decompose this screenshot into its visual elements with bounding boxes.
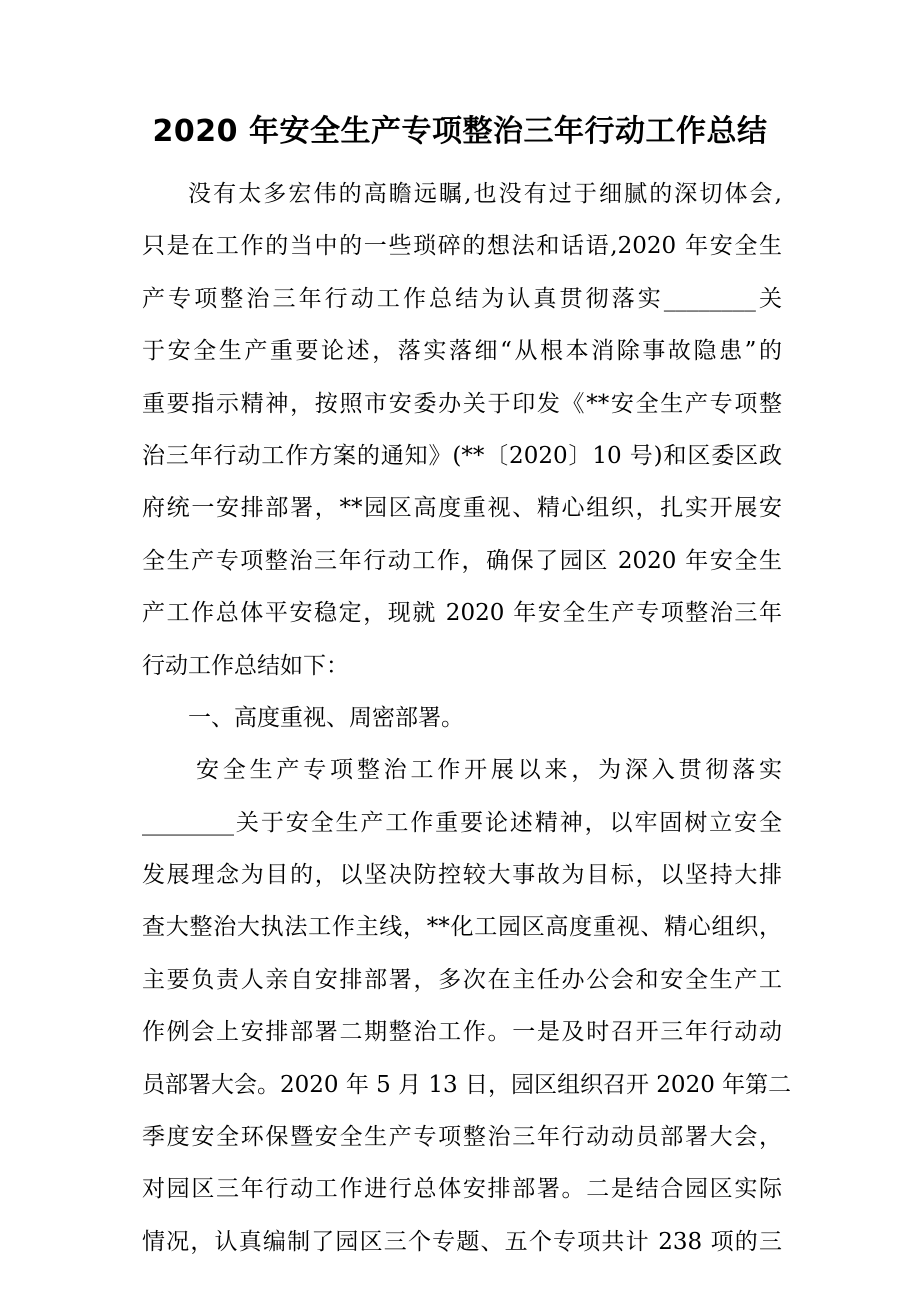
paragraph-line: 治三年行动工作方案的通知》(**〔2020〕10 号)和区委区政 (142, 442, 782, 469)
section-heading: 一、高度重视、周密部署。 (188, 704, 464, 731)
paragraph-line: 查大整治大执法工作主线，**化工园区高度重视、精心组织， (142, 914, 782, 941)
paragraph-line: 发展理念为目的，以坚决防控较大事故为目标，以坚持大排 (142, 862, 782, 889)
paragraph-line: 没有太多宏伟的高瞻远瞩,也没有过于细腻的深切体会, (188, 181, 782, 207)
paragraph-line: 全生产专项整治三年行动工作，确保了园区 2020 年安全生 (142, 547, 782, 574)
paragraph-line: 只是在工作的当中的一些琐碎的想法和话语,2020 年安全生 (142, 233, 782, 260)
paragraph-line: 员部署大会。2020 年 5 月 13 日，园区组织召开 2020 年第二 (142, 1071, 792, 1098)
paragraph-line: 重要指示精神，按照市安委办关于印发《**安全生产专项整 (142, 390, 782, 417)
paragraph-line: 情况，认真编制了园区三个专题、五个专项共计 238 项的三 (142, 1228, 782, 1255)
document-title: 2020 年安全生产专项整治三年行动工作总结 (152, 114, 768, 149)
paragraph-line: 府统一安排部署，**园区高度重视、精心组织，扎实开展安 (142, 495, 782, 522)
paragraph-line: 季度安全环保暨安全生产专项整治三年行动动员部署大会， (142, 1124, 782, 1151)
paragraph-line: 于安全生产重要论述，落实落细“从根本消除事故隐患”的 (142, 338, 782, 365)
paragraph-line: 行动工作总结如下： (142, 652, 349, 679)
paragraph-line: 产工作总体平安稳定，现就 2020 年安全生产专项整治三年 (142, 600, 782, 627)
paragraph-line: 主要负责人亲自安排部署，多次在主任办公会和安全生产工 (142, 966, 782, 993)
document-body (142, 168, 792, 1268)
paragraph-line: ________关于安全生产工作重要论述精神，以牢固树立安全 (142, 809, 782, 836)
paragraph-line: 安全生产专项整治工作开展以来，为深入贯彻落实 (196, 757, 782, 784)
paragraph-line: 对园区三年行动工作进行总体安排部署。二是结合园区实际 (142, 1176, 782, 1203)
paragraph-line: 作例会上安排部署二期整治工作。一是及时召开三年行动动 (142, 1019, 782, 1046)
paragraph-line: 产专项整治三年行动工作总结为认真贯彻落实________关 (142, 285, 782, 312)
